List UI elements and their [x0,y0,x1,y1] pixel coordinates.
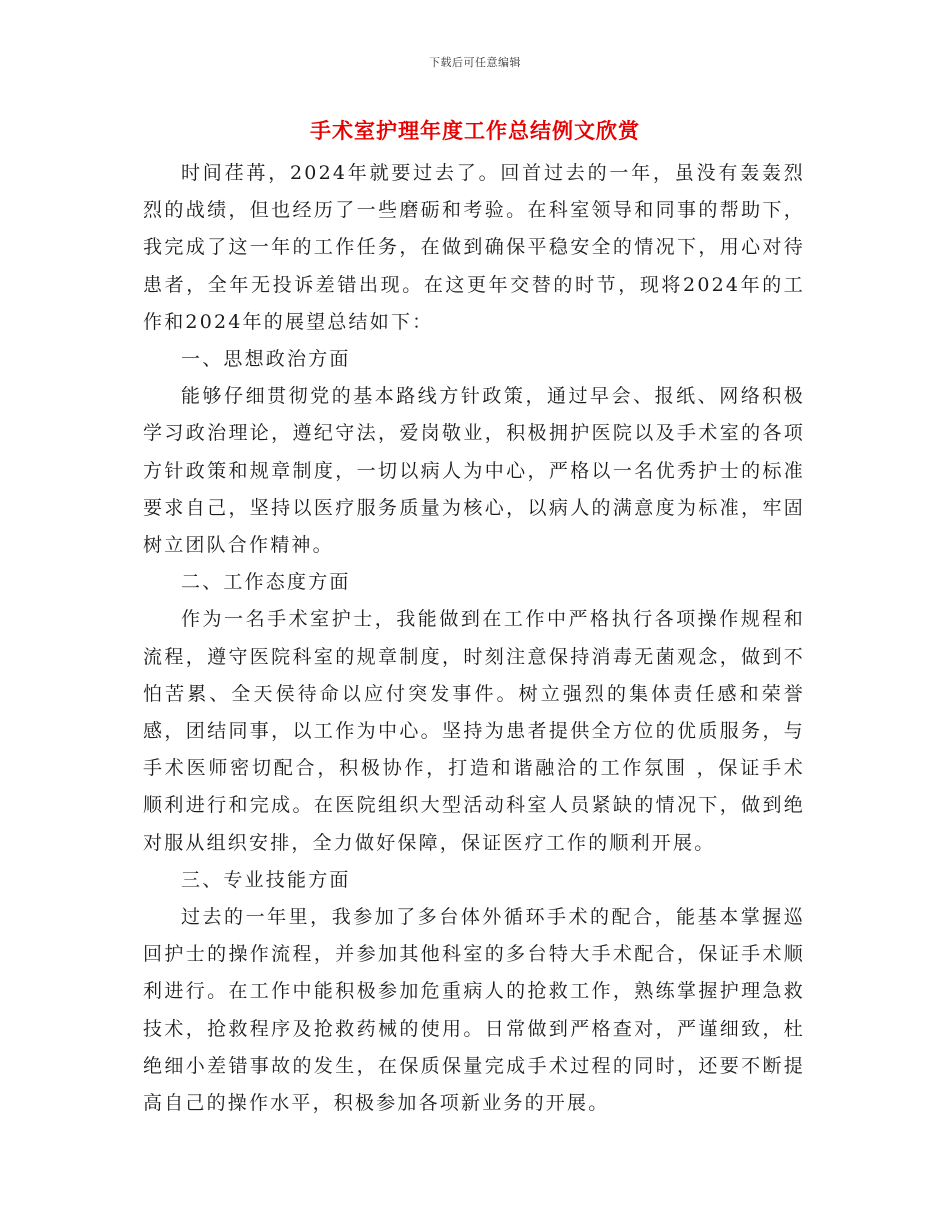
paragraph-skills: 过去的一年里，我参加了多台体外循环手术的配合，能基本掌握巡回护士的操作流程，并参加其他科室的多台特大手术配合，保证手术顺利进行。在工作中能积极参加危重病人的抢救工作，熟练掌握护理急救技术，抢救程序及抢救药械的使用。日常做到严格查对，严谨细致，杜绝细小差错事故的发生，在保质保量完成手术过程的同时，还要不断提高自己的操作水平，积极参加各项新业务的开展。 [143,906,805,1115]
header-note: 下载后可任意编辑 [429,56,521,69]
paragraph-attitude: 作为一名手术室护士，我能做到在工作中严格执行各项操作规程和流程，遵守医院科室的规章制度，时刻注意保持消毒无菌观念，做到不怕苦累、全天侯待命以应付突发事件。树立强烈的集体责任感和荣誉感，团结同事，以工作为中心。坚持为患者提供全方位的优质服务，与手术医师密切配合，积极协作，打造和谐融洽的工作氛围 ，保证手术顺利进行和完成。在医院组织大型活动科室人员紧缺的情况下，做到绝对服从组织安排，全力做好保障，保证医疗工作的顺利开展。 [143,608,805,854]
section-heading-political: 一、思想政治方面 [181,348,351,371]
document-title: 手术室护理年度工作总结例文欣赏 [310,118,640,143]
document-body [143,155,805,1122]
section-heading-skills: 三、专业技能方面 [181,868,351,891]
section-heading-attitude: 二、工作态度方面 [181,571,351,594]
paragraph-political: 能够仔细贯彻党的基本路线方针政策，通过早会、报纸、网络积极学习政治理论，遵纪守法，爱岗敬业，积极拥护医院以及手术室的各项方针政策和规章制度，一切以病人为中心，严格以一名优秀护士的标准要求自己，坚持以医疗服务质量为核心，以病人的满意度为标准，牢固树立团队合作精神。 [143,385,805,557]
paragraph-intro: 时间荏苒，2024年就要过去了。回首过去的一年，虽没有轰轰烈烈的战绩，但也经历了一些磨砺和考验。在科室领导和同事的帮助下，我完成了这一年的工作任务，在做到确保平稳安全的情况下，用心对待患者，全年无投诉差错出现。在这更年交替的时节，现将2024年的工作和2024年的展望总结如下： [143,162,805,333]
